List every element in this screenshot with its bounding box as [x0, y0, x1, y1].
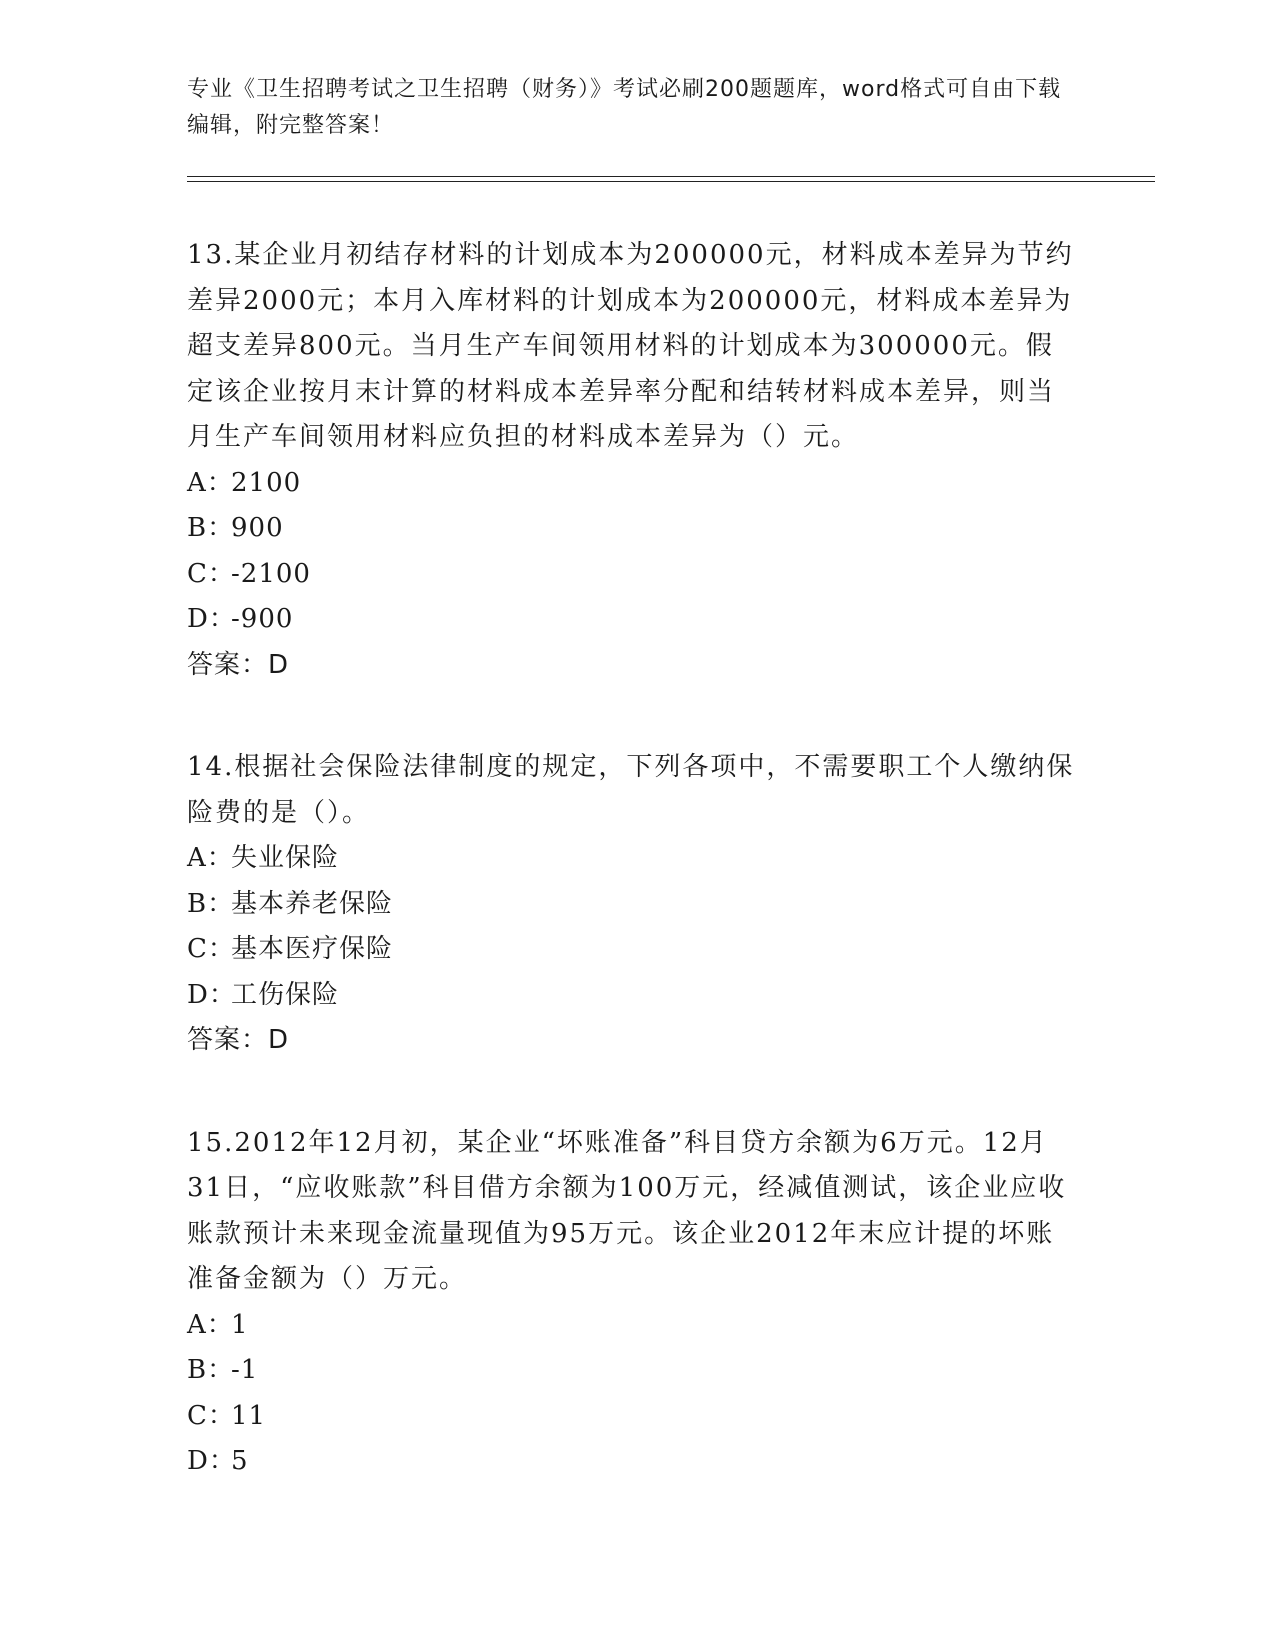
option-text: 失业保险: [231, 843, 340, 873]
option-label: D：: [187, 604, 236, 634]
question-14: [187, 745, 1077, 1064]
question-stem: 15.2012年12月初，某企业“坏账准备”科目贷方余额为6万元。12月31日，“应收账款”科目借方余额为100万元，经减值测试，该企业应收账款预计未来现金流量现值为95万元。该企业2012年末应计提的坏账准备金额为（）万元。: [187, 1127, 1067, 1294]
option-a: [187, 836, 1077, 882]
question-stem: 13.某企业月初结存材料的计划成本为200000元，材料成本差异为节约差异2000元；本月入库材料的计划成本为200000元，材料成本差异为超支差异800元。当月生产车间领用材料的计划成本为300000元。假定该企业按月末计算的材料成本差异率分配和结转材料成本差异，则当月生产车间领用材料应负担的材料成本差异为（）元。: [187, 240, 1074, 452]
question-stem: 14.根据社会保险法律制度的规定，下列各项中，不需要职工个人缴纳保险费的是（）。: [187, 752, 1075, 828]
option-d: [187, 597, 1077, 643]
option-label: C：: [187, 558, 235, 589]
option-label: B：: [187, 513, 235, 543]
header-divider-top: [187, 176, 1155, 177]
option-d: [187, 1439, 1077, 1485]
option-text: 11: [231, 1400, 267, 1431]
option-text: -900: [231, 604, 294, 634]
option-c: [187, 552, 1077, 598]
question-list: [187, 233, 1077, 1542]
header-divider-bottom: [187, 181, 1155, 182]
option-text: 2100: [231, 467, 302, 498]
option-label: D：: [187, 1446, 236, 1476]
option-text: 基本医疗保险: [231, 934, 394, 964]
option-c: [187, 1394, 1077, 1440]
option-a: [187, 461, 1077, 507]
option-text: 1: [231, 1309, 249, 1340]
option-label: D：: [187, 979, 236, 1010]
option-text: 工伤保险: [231, 979, 340, 1010]
option-c: [187, 927, 1077, 973]
document-header: 专业《卫生招聘考试之卫生招聘（财务）》考试必刷200题题库，word格式可自由下载编辑，附完整答案！: [187, 77, 1062, 138]
option-d: [187, 973, 1077, 1019]
option-b: [187, 882, 1077, 928]
option-text: -1: [231, 1355, 259, 1385]
option-label: A：: [187, 1309, 234, 1340]
option-label: B：: [187, 888, 235, 919]
option-label: A：: [187, 843, 234, 873]
option-text: 5: [231, 1446, 249, 1476]
question-15: [187, 1121, 1077, 1485]
option-text: 900: [231, 513, 284, 543]
option-a: [187, 1303, 1077, 1349]
option-label: B：: [187, 1355, 235, 1385]
option-label: C：: [187, 1400, 235, 1431]
option-label: C：: [187, 934, 235, 964]
option-text: 基本养老保险: [231, 888, 394, 919]
question-13: [187, 233, 1077, 688]
option-b: [187, 506, 1077, 552]
answer-line: 答案：D: [187, 649, 290, 680]
option-text: -2100: [231, 558, 311, 589]
option-b: [187, 1348, 1077, 1394]
answer-line: 答案：D: [187, 1025, 290, 1055]
option-label: A：: [187, 467, 234, 498]
